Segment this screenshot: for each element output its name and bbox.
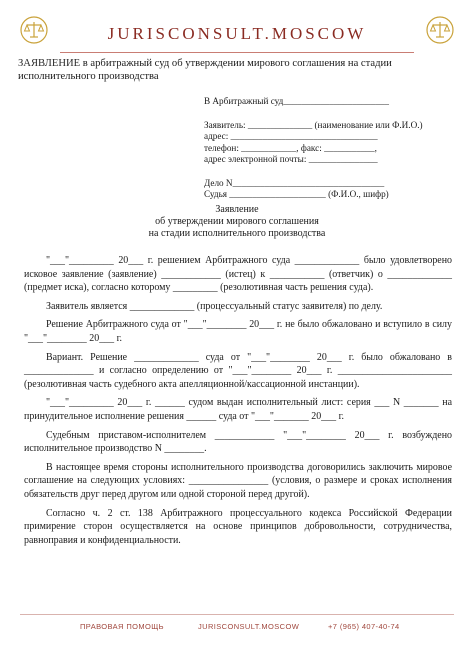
statement-title-line: Заявление <box>215 204 259 215</box>
paragraph: "___"_________ 20___ г. ______ судом выдан исполнительный лист: серия ___ N _______ на принудительное исполнение решения ______ суда от "___"_______ 20___ г. <box>24 397 452 422</box>
judge-field: Судья _____________________ (Ф.И.О., шифр) <box>204 189 389 199</box>
paragraph: Согласно ч. 2 ст. 138 Арбитражного процессуального кодекса Российской Федерации примирение сторон осуществляется на основе принципов добровольности, сотрудничества, равноправия и конфиденциальности. <box>24 507 452 546</box>
paragraph: Решение Арбитражного суда от "___"________ 20___ г. не было обжаловано и вступило в силу "___"________ 20___ г. <box>24 319 452 344</box>
statement-title <box>0 204 474 240</box>
paragraph: Заявитель является _____________ (процессуальный статус заявителя) по делу. <box>46 300 383 312</box>
paragraph: В настоящее время стороны исполнительного производства договорились заключить мировое соглашение на следующих условиях: ________________ (условия, о размере и сроках исполнения обязательств друг перед другом или одной стороной перед другой). <box>24 461 452 500</box>
brand-divider <box>60 52 414 53</box>
phone-fax-field: телефон: ____________, факс: ___________, <box>204 142 377 153</box>
case-number-field: Дело N_________________________________ <box>204 177 385 188</box>
document-title-lead: ЗАЯВЛЕНИЕ <box>18 58 81 69</box>
spacer <box>204 166 464 178</box>
email-field: адрес электронной почты: _______________ <box>204 154 378 164</box>
document-title <box>18 57 438 83</box>
address-field: адрес: ________________________________ <box>204 131 378 141</box>
paragraph: "___"_________ 20___ г. решением Арбитражного суда _____________ было удовлетворено исковое заявление (заявление) ____________ (истец) к ___________ (ответчик) о _____________ (предмет иска), согласно которому _________ (резолютивная часть решения суда). <box>24 255 452 294</box>
statement-body <box>24 254 452 552</box>
statement-title-line: об утверждении мирового соглашения <box>155 216 319 227</box>
paragraph: Судебным приставом-исполнителем ____________ "___"________ 20___ г. возбуждено исполнительное производство N ________. <box>24 429 452 455</box>
spacer <box>204 108 464 120</box>
footer-phone[interactable]: +7 (965) 407-40-74 <box>328 622 400 631</box>
court-field: В Арбитражный суд_______________________ <box>204 96 389 106</box>
footer-site-link[interactable]: JURISCONSULT.MOSCOW <box>198 622 300 631</box>
footer-divider <box>20 614 454 615</box>
document-title-rest: в арбитражный суд об утверждении мирового соглашения на стадии исполнительного производства <box>18 58 392 82</box>
statement-title-line: на стадии исполнительного производства <box>148 228 326 239</box>
brand-name: JURISCONSULT.MOSCOW <box>107 24 367 43</box>
applicant-field: Заявитель: ______________ (наименование или Ф.И.О.) <box>204 119 423 130</box>
footer-legal-help: ПРАВОВАЯ ПОМОЩЬ <box>80 622 164 631</box>
paragraph: Вариант. Решение _____________ суда от "___"________ 20___ г. было обжаловано в ______________ и согласно определению от "___"________ 20___ г. _______________________ (резолютивная часть судебного акта апелляционной/кассационной инстанции). <box>24 351 452 390</box>
header-fields <box>204 96 464 201</box>
